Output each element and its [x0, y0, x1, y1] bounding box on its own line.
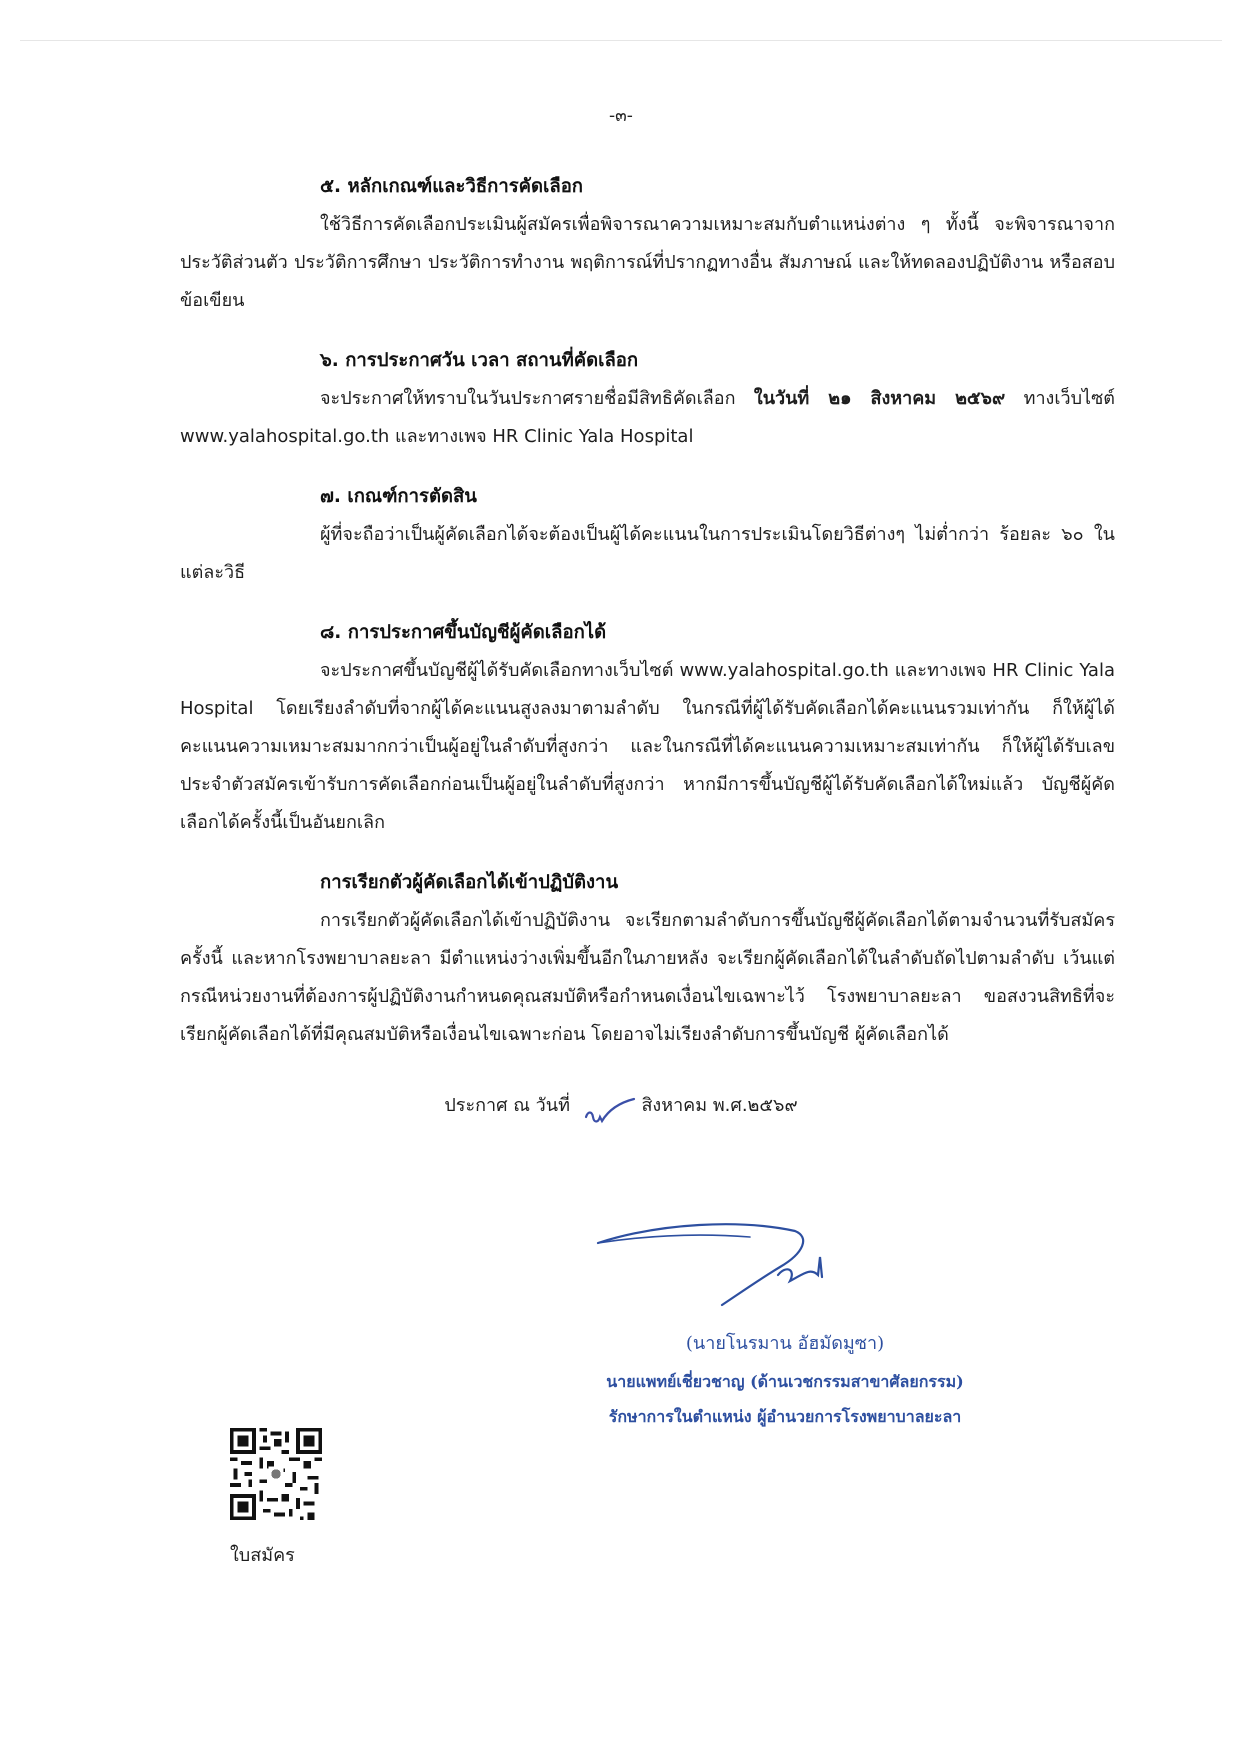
signer-acting-position: รักษาการในตำแหน่ง ผู้อำนวยการโรงพยาบาลยะลา — [608, 1407, 962, 1426]
paragraph-text: จะประกาศให้ทราบในวันประกาศรายชื่อมีสิทธิคัดเลือก — [320, 388, 754, 409]
section-heading: ๖. การประกาศวัน เวลา สถานที่คัดเลือก — [320, 350, 639, 371]
section-paragraph: จะประกาศขึ้นบัญชีผู้ได้รับคัดเลือกทางเว็บไซต์ www.yalahospital.go.th และทางเพจ HR Clinic Yala Hospital โดยเรียงลำดับที่จากผู้ได้คะแนนสูงลงมาตามลำดับ ในกรณีที่ผู้ได้รับคัดเลือกได้คะแนนรวมเท่ากัน ก็ให้ผู้ได้คะแนนความเหมาะสมมากกว่าเป็นผู้อยู่ในลำดับที่สูงกว่า และในกรณีที่ได้คะแนนความเหมาะสมเท่ากัน ก็ให้ผู้ได้รับเลขประจำตัวสมัครเข้ารับการคัดเลือกก่อนเป็นผู้อยู่ในลำดับที่สูงกว่า หากมีการขึ้นบัญชีผู้ได้รับคัดเลือกได้ใหม่แล้ว บัญชีผู้คัดเลือกได้ครั้งนี้เป็นอันยกเลิก — [180, 660, 1115, 833]
section-heading: ๕. หลักเกณฑ์และวิธีการคัดเลือก — [320, 176, 584, 197]
handwritten-day-mark-icon — [578, 1097, 638, 1131]
signature-icon — [590, 1205, 870, 1315]
section-heading: ๘. การประกาศขึ้นบัญชีผู้คัดเลือกได้ — [320, 622, 607, 643]
section-calling-candidates — [180, 864, 1115, 1054]
qr-code-label: ใบสมัคร — [230, 1545, 295, 1566]
application-qr-code-icon[interactable] — [230, 1428, 322, 1520]
announcement-prefix: ประกาศ ณ วันที่ — [444, 1095, 570, 1116]
announcement-suffix: สิงหาคม พ.ศ.๒๕๖๙ — [641, 1095, 798, 1116]
section-selection-criteria — [180, 168, 1115, 320]
section-heading: ๗. เกณฑ์การตัดสิน — [320, 486, 477, 507]
section-heading: การเรียกตัวผู้คัดเลือกได้เข้าปฏิบัติงาน — [320, 872, 619, 893]
scan-edge-line — [20, 40, 1222, 41]
signer-position: นายแพทย์เชี่ยวชาญ (ด้านเวชกรรมสาขาศัลยกรรม) — [606, 1372, 964, 1391]
paragraph-text: ทางเว็บไซต์ www.yalahospital.go.th และทางเพจ HR Clinic Yala Hospital — [180, 388, 1115, 447]
section-selection-schedule — [180, 342, 1115, 456]
signer-name: (นายโนรมาน อัฮมัดมูซา) — [685, 1333, 885, 1354]
section-paragraph: การเรียกตัวผู้คัดเลือกได้เข้าปฏิบัติงาน จะเรียกตามลำดับการขึ้นบัญชีผู้คัดเลือกได้ตามจำนวนที่รับสมัครครั้งนี้ และหากโรงพยาบาลยะลา มีตำแหน่งว่างเพิ่มขึ้นอีกในภายหลัง จะเรียกผู้คัดเลือกได้ในลำดับถัดไปตามลำดับ เว้นแต่กรณีหน่วยงานที่ต้องการผู้ปฏิบัติงานกำหนดคุณสมบัติหรือกำหนดเงื่อนไขเฉพาะไว้ โรงพยาบาลยะลา ขอสงวนสิทธิที่จะเรียกผู้คัดเลือกได้ที่มีคุณสมบัติหรือเงื่อนไขเฉพาะก่อน โดยอาจไม่เรียงลำดับการขึ้นบัญชี ผู้คัดเลือกได้ — [180, 910, 1115, 1045]
section-judging-criteria — [180, 478, 1115, 592]
section-paragraph: ใช้วิธีการคัดเลือกประเมินผู้สมัครเพื่อพิจารณาความเหมาะสมกับตำแหน่งต่าง ๆ ทั้งนี้ จะพิจารณาจากประวัติส่วนตัว ประวัติการศึกษา ประวัติการทำงาน พฤติการณ์ที่ปรากฏทางอื่น สัมภาษณ์ และให้ทดลองปฏิบัติงาน หรือสอบข้อเขียน — [180, 214, 1115, 311]
announcement-date-line — [0, 1090, 1242, 1119]
announcement-date-bold: ในวันที่ ๒๑ สิงหาคม ๒๕๖๙ — [753, 388, 1006, 409]
section-paragraph — [180, 380, 1115, 456]
page-number: -๓- — [609, 106, 633, 126]
section-list-announcement — [180, 614, 1115, 842]
document-body — [180, 168, 1115, 1076]
section-paragraph: ผู้ที่จะถือว่าเป็นผู้คัดเลือกได้จะต้องเป็นผู้ได้คะแนนในการประเมินโดยวิธีต่างๆ ไม่ต่ำกว่า ร้อยละ ๖๐ ในแต่ละวิธี — [180, 524, 1115, 583]
